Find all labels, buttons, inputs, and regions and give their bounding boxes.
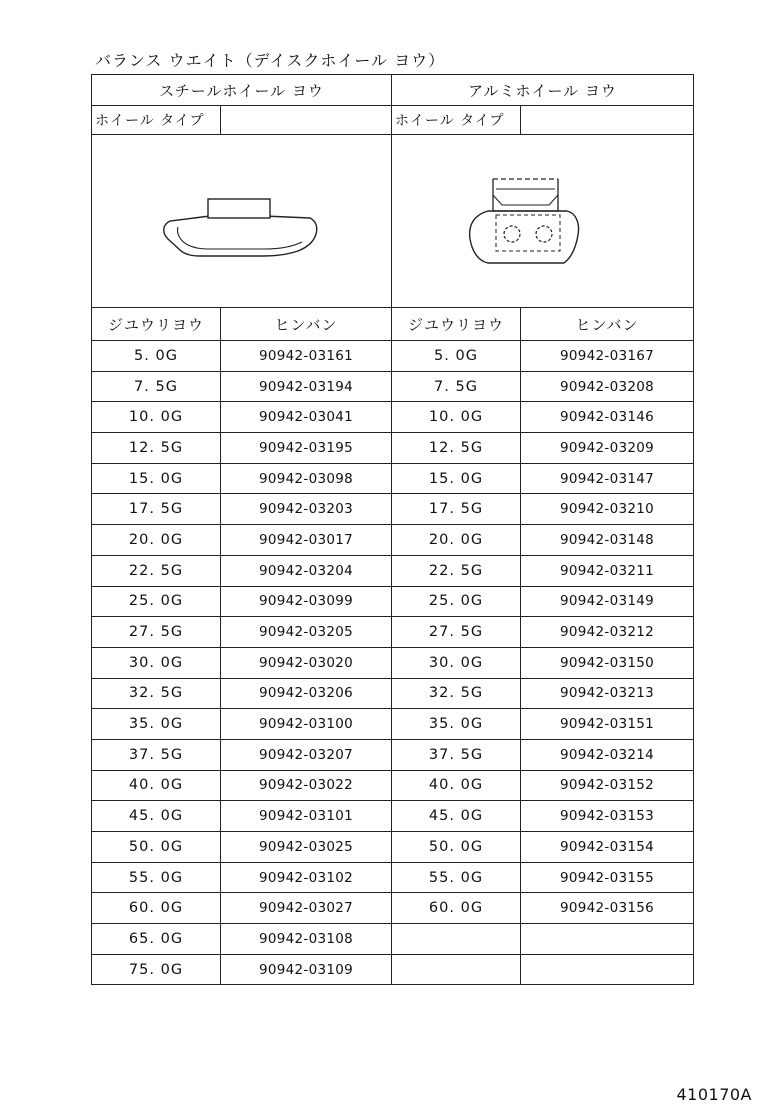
alloy-wheel-header: アルミホイール ヨウ xyxy=(392,75,694,106)
alloy-part-number-cell: 90942-03156 xyxy=(521,893,694,924)
alloy-part-number-cell xyxy=(521,954,694,985)
table-row xyxy=(92,617,694,648)
alloy-weight-cell: 5. 0G xyxy=(392,341,521,372)
alloy-part-number-cell: 90942-03150 xyxy=(521,647,694,678)
alloy-part-number-cell: 90942-03208 xyxy=(521,371,694,402)
table-row xyxy=(92,893,694,924)
alloy-part-number-cell: 90942-03153 xyxy=(521,801,694,832)
steel-part-number-cell: 90942-03206 xyxy=(221,678,392,709)
steel-weight-cell: 40. 0G xyxy=(92,770,221,801)
steel-part-number-cell: 90942-03022 xyxy=(221,770,392,801)
page-title: バランス ウエイト（デイスクホイール ヨウ） xyxy=(95,51,446,70)
illustration-row xyxy=(92,135,694,308)
steel-weight-cell: 5. 0G xyxy=(92,341,221,372)
balance-weight-table xyxy=(91,74,694,985)
table-row xyxy=(92,555,694,586)
alloy-weight-cell xyxy=(392,954,521,985)
alloy-weight-cell: 60. 0G xyxy=(392,893,521,924)
steel-weight-cell: 22. 5G xyxy=(92,555,221,586)
steel-weight-cell: 30. 0G xyxy=(92,647,221,678)
steel-weight-cell: 60. 0G xyxy=(92,893,221,924)
table-row xyxy=(92,954,694,985)
steel-clip-weight-icon xyxy=(92,135,392,307)
alloy-weight-cell: 32. 5G xyxy=(392,678,521,709)
alloy-part-number-cell: 90942-03151 xyxy=(521,709,694,740)
alloy-weight-illustration xyxy=(392,135,694,308)
steel-weight-cell: 65. 0G xyxy=(92,924,221,955)
steel-part-number-cell: 90942-03025 xyxy=(221,832,392,863)
steel-part-number-cell: 90942-03101 xyxy=(221,801,392,832)
alloy-part-number-cell: 90942-03154 xyxy=(521,832,694,863)
steel-part-number-cell: 90942-03108 xyxy=(221,924,392,955)
steel-wheel-header: スチールホイール ヨウ xyxy=(92,75,392,106)
steel-part-number-cell: 90942-03204 xyxy=(221,555,392,586)
steel-wheel-type-label: ホイール タイプ xyxy=(92,106,221,135)
steel-part-number-cell: 90942-03207 xyxy=(221,739,392,770)
alloy-part-number-cell: 90942-03209 xyxy=(521,433,694,464)
table-row xyxy=(92,647,694,678)
alloy-part-number-cell: 90942-03210 xyxy=(521,494,694,525)
steel-weight-cell: 37. 5G xyxy=(92,739,221,770)
alloy-part-number-cell: 90942-03152 xyxy=(521,770,694,801)
table-row xyxy=(92,341,694,372)
section-header-row xyxy=(92,75,694,106)
table-row xyxy=(92,586,694,617)
steel-part-number-cell: 90942-03205 xyxy=(221,617,392,648)
table-row xyxy=(92,862,694,893)
table-row xyxy=(92,770,694,801)
steel-weight-illustration xyxy=(92,135,392,308)
alloy-part-number-cell: 90942-03146 xyxy=(521,402,694,433)
steel-weight-cell: 35. 0G xyxy=(92,709,221,740)
alloy-part-number-cell: 90942-03212 xyxy=(521,617,694,648)
steel-part-number-cell: 90942-03195 xyxy=(221,433,392,464)
steel-weight-cell: 50. 0G xyxy=(92,832,221,863)
alloy-part-number-cell: 90942-03213 xyxy=(521,678,694,709)
steel-part-no-column-header: ヒンバン xyxy=(221,308,392,341)
steel-part-number-cell: 90942-03017 xyxy=(221,525,392,556)
steel-part-number-cell: 90942-03109 xyxy=(221,954,392,985)
table-row xyxy=(92,463,694,494)
alloy-weight-cell xyxy=(392,924,521,955)
steel-wheel-type-value xyxy=(221,106,392,135)
steel-part-number-cell: 90942-03102 xyxy=(221,862,392,893)
alloy-wheel-type-label: ホイール タイプ xyxy=(392,106,521,135)
alloy-part-number-cell: 90942-03149 xyxy=(521,586,694,617)
steel-weight-cell: 15. 0G xyxy=(92,463,221,494)
alloy-weight-cell: 25. 0G xyxy=(392,586,521,617)
steel-part-number-cell: 90942-03098 xyxy=(221,463,392,494)
alloy-part-no-column-header: ヒンバン xyxy=(521,308,694,341)
alloy-part-number-cell: 90942-03148 xyxy=(521,525,694,556)
alloy-weight-cell: 20. 0G xyxy=(392,525,521,556)
steel-weight-column-header: ジユウリヨウ xyxy=(92,308,221,341)
steel-weight-cell: 32. 5G xyxy=(92,678,221,709)
steel-weight-cell: 12. 5G xyxy=(92,433,221,464)
alloy-weight-cell: 30. 0G xyxy=(392,647,521,678)
column-header-row xyxy=(92,308,694,341)
steel-weight-cell: 55. 0G xyxy=(92,862,221,893)
alloy-clip-weight-icon xyxy=(392,135,694,307)
alloy-part-number-cell: 90942-03211 xyxy=(521,555,694,586)
steel-weight-cell: 7. 5G xyxy=(92,371,221,402)
alloy-weight-cell: 40. 0G xyxy=(392,770,521,801)
steel-part-number-cell: 90942-03099 xyxy=(221,586,392,617)
alloy-part-number-cell: 90942-03167 xyxy=(521,341,694,372)
alloy-weight-cell: 10. 0G xyxy=(392,402,521,433)
alloy-weight-cell: 55. 0G xyxy=(392,862,521,893)
alloy-weight-cell: 15. 0G xyxy=(392,463,521,494)
alloy-weight-cell: 12. 5G xyxy=(392,433,521,464)
steel-weight-cell: 17. 5G xyxy=(92,494,221,525)
alloy-weight-cell: 45. 0G xyxy=(392,801,521,832)
alloy-part-number-cell xyxy=(521,924,694,955)
alloy-weight-cell: 50. 0G xyxy=(392,832,521,863)
alloy-weight-cell: 7. 5G xyxy=(392,371,521,402)
table-row xyxy=(92,678,694,709)
steel-weight-cell: 25. 0G xyxy=(92,586,221,617)
alloy-part-number-cell: 90942-03214 xyxy=(521,739,694,770)
table-row xyxy=(92,739,694,770)
alloy-part-number-cell: 90942-03155 xyxy=(521,862,694,893)
alloy-weight-cell: 17. 5G xyxy=(392,494,521,525)
table-row xyxy=(92,832,694,863)
steel-part-number-cell: 90942-03100 xyxy=(221,709,392,740)
table-row xyxy=(92,371,694,402)
steel-weight-cell: 75. 0G xyxy=(92,954,221,985)
steel-part-number-cell: 90942-03020 xyxy=(221,647,392,678)
wheel-type-row xyxy=(92,106,694,135)
steel-part-number-cell: 90942-03041 xyxy=(221,402,392,433)
steel-weight-cell: 20. 0G xyxy=(92,525,221,556)
steel-weight-cell: 10. 0G xyxy=(92,402,221,433)
table-row xyxy=(92,801,694,832)
table-row xyxy=(92,709,694,740)
alloy-weight-cell: 35. 0G xyxy=(392,709,521,740)
table-row xyxy=(92,525,694,556)
steel-part-number-cell: 90942-03161 xyxy=(221,341,392,372)
figure-id: 410170A xyxy=(676,1085,752,1104)
table-row xyxy=(92,402,694,433)
table-row xyxy=(92,494,694,525)
steel-part-number-cell: 90942-03203 xyxy=(221,494,392,525)
table-row xyxy=(92,433,694,464)
alloy-wheel-type-value xyxy=(521,106,694,135)
steel-weight-cell: 45. 0G xyxy=(92,801,221,832)
alloy-weight-column-header: ジユウリヨウ xyxy=(392,308,521,341)
table-row xyxy=(92,924,694,955)
alloy-weight-cell: 27. 5G xyxy=(392,617,521,648)
steel-part-number-cell: 90942-03027 xyxy=(221,893,392,924)
alloy-part-number-cell: 90942-03147 xyxy=(521,463,694,494)
alloy-weight-cell: 37. 5G xyxy=(392,739,521,770)
steel-weight-cell: 27. 5G xyxy=(92,617,221,648)
alloy-weight-cell: 22. 5G xyxy=(392,555,521,586)
steel-part-number-cell: 90942-03194 xyxy=(221,371,392,402)
